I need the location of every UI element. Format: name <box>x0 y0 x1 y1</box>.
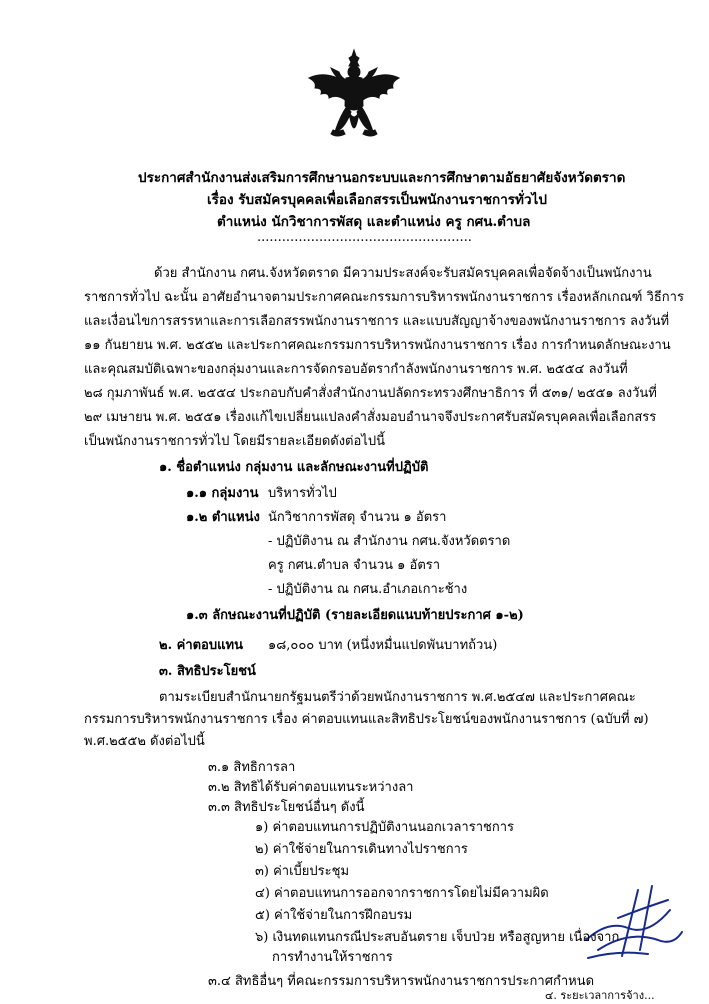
intro-line-3: และเงื่อนไขการสรรหาและการเลือกสรรพนักงานราชการ และแบบสัญญาจ้างของพนักงานราชการ ลงวันที่ <box>84 314 670 329</box>
section-3-3-item-1: ๑) ค่าตอบแทนการปฏิบัติงานนอกเวลาราชการ <box>255 820 514 835</box>
section-3-3-item-6: ๖) เงินทดแทนกรณีประสบอันตราย เจ็บป่วย หรือสูญหาย เนื่องจาก <box>255 930 620 945</box>
section-3-3-item-3: ๓) ค่าเบี้ยประชุม <box>255 864 350 879</box>
section-1-1-label: ๑.๑ กลุ่มงาน <box>186 486 259 501</box>
intro-line-1: ด้วย สำนักงาน กศน.จังหวัดตราด มีความประสงค์จะรับสมัครบุคคลเพื่อจัดจ้างเป็นพนักงาน <box>154 266 652 281</box>
section-1-2-label: ๑.๒ ตำแหน่ง <box>186 510 260 525</box>
intro-line-4: ๑๑ กันยายน พ.ศ. ๒๕๕๒ และประกาศคณะกรรมการบริหารพนักงานราชการ เรื่อง การกำหนดลักษณะงาน <box>84 338 671 353</box>
section-1-3: ๑.๓ ลักษณะงานที่ปฏิบัติ (รายละเอียดแนบท้ายประกาศ ๑-๒) <box>186 608 524 623</box>
section-1-2-position-2: ครู กศน.ตำบล จำนวน ๑ อัตรา <box>268 558 441 573</box>
header-line-agency: ประกาศสำนักงานส่งเสริมการศึกษานอกระบบและการศึกษาตามอัธยาศัยจังหวัดตราด <box>138 170 626 186</box>
intro-line-7: ๒๙ เมษายน พ.ศ. ๒๕๕๑ เรื่องแก้ไขเปลี่ยนแปลงคำสั่งมอบอำนาจจึงประกาศรับสมัครบุคคลเพื่อเลือกสรร <box>84 410 657 425</box>
header-line-positions: ตำแหน่ง นักวิชาการพัสดุ และตำแหน่ง ครู กศน.ตำบล <box>217 214 531 230</box>
section-1-title: ๑. ชื่อตำแหน่ง กลุ่มงาน และลักษณะงานที่ปฏิบัติ <box>159 460 429 475</box>
header-dotted-rule: .................................................... <box>257 230 472 245</box>
section-3-para-3: พ.ศ.๒๕๕๒ ดังต่อไปนี้ <box>84 734 205 749</box>
section-3-3: ๓.๓ สิทธิประโยชน์อื่นๆ ดังนี้ <box>208 800 365 815</box>
section-3-3-item-6-cont: การทำงานให้ราชการ <box>272 950 393 965</box>
header-line-subject: เรื่อง รับสมัครบุคคลเพื่อเลือกสรรเป็นพนักงานราชการทั่วไป <box>207 192 547 208</box>
section-3-1: ๓.๑ สิทธิการลา <box>208 760 296 775</box>
section-1-2-position-1: นักวิชาการพัสดุ จำนวน ๑ อัตรา <box>268 510 447 525</box>
section-1-1-value: บริหารทั่วไป <box>268 486 337 501</box>
intro-line-8: เป็นพนักงานราชการทั่วไป โดยมีรายละเอียดดังต่อไปนี้ <box>84 434 385 449</box>
signature-mark <box>578 880 688 965</box>
section-1-2-location-1: - ปฏิบัติงาน ณ สำนักงาน กศน.จังหวัดตราด <box>268 534 511 549</box>
section-2-label: ๒. ค่าตอบแทน <box>159 638 243 653</box>
section-3-3-item-2: ๒) ค่าใช้จ่ายในการเดินทางไปราชการ <box>255 842 468 857</box>
section-2-value: ๑๘,๐๐๐ บาท (หนึ่งหมื่นแปดพันบาทถ้วน) <box>268 638 498 653</box>
garuda-emblem-icon <box>305 48 403 148</box>
section-3-2: ๓.๒ สิทธิได้รับค่าตอบแทนระหว่างลา <box>208 780 414 795</box>
section-3-3-item-5: ๕) ค่าใช้จ่ายในการฝึกอบรม <box>255 908 413 923</box>
section-3-4: ๓.๔ สิทธิอื่นๆ ที่คณะกรรมการบริหารพนักงานราชการประกาศกำหนด <box>208 974 595 989</box>
section-3-para-1: ตามระเบียบสำนักนายกรัฐมนตรีว่าด้วยพนักงานราชการ พ.ศ.๒๕๔๗ และประกาศคณะ <box>159 690 636 705</box>
intro-line-2: ราชการทั่วไป ฉะนั้น อาศัยอำนาจตามประกาศคณะกรรมการบริหารพนักงานราชการ เรื่องหลักเกณฑ์ วิธีการ <box>84 290 684 305</box>
intro-line-6: ๒๘ กุมภาพันธ์ พ.ศ. ๒๕๕๔ ประกอบกับคำสั่งสำนักงานปลัดกระทรวงศึกษาธิการ ที่ ๕๓๑/ ๒๕๕๑ ลงวันที่ <box>84 386 657 401</box>
section-3-3-item-4: ๔) ค่าตอบแทนการออกจากราชการโดยไม่มีความผิด <box>255 886 549 901</box>
intro-line-5: และคุณสมบัติเฉพาะของกลุ่มงานและการจัดกรอบอัตรากำลังพนักงานราชการ พ.ศ. ๒๕๕๔ ลงวันที่ <box>84 362 628 377</box>
section-3-title: ๓. สิทธิประโยชน์ <box>159 664 256 679</box>
section-3-para-2: กรรมการบริหารพนักงานราชการ เรื่อง ค่าตอบแทนและสิทธิประโยชน์ของพนักงานราชการ (ฉบับที่ ๗) <box>84 712 649 727</box>
section-1-2-location-2: - ปฏิบัติงาน ณ กศน.อำเภอเกาะช้าง <box>268 582 468 597</box>
footer-continuation: ๔. ระยะเวลาการจ้าง... <box>545 989 655 1002</box>
